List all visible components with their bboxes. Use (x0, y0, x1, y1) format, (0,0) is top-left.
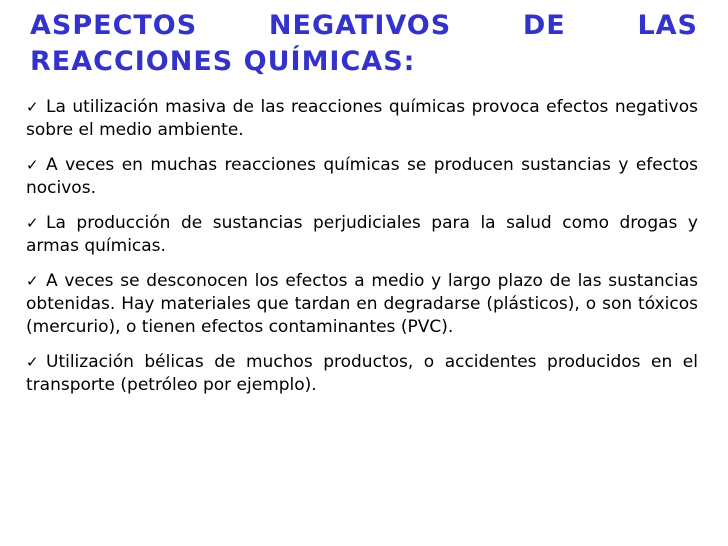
checkmark-icon: ✓ (26, 353, 39, 371)
list-item-text: La producción de sustancias perjudiciales para la salud como drogas y armas químicas. (26, 213, 698, 256)
list-item-text: A veces se desconocen los efectos a medio y largo plazo de las sustancias obtenidas. Hay materiales que tardan en degradarse (plásticos), o son tóxicos (mercurio), o tienen efectos contaminantes (PVC). (26, 271, 698, 337)
checkmark-icon: ✓ (26, 272, 39, 290)
list-item (26, 270, 698, 339)
title-word: LAS (637, 10, 698, 41)
list-item (26, 96, 698, 142)
list-item (26, 351, 698, 397)
list-item-text: Utilización bélicas de muchos productos, o accidentes producidos en el transporte (petróleo por ejemplo). (26, 352, 698, 395)
title-word: ASPECTOS (30, 10, 198, 41)
slide-title (30, 8, 698, 80)
list-item-text: La utilización masiva de las reacciones químicas provoca efectos negativos sobre el medio ambiente. (26, 97, 698, 140)
bullet-list (26, 96, 698, 409)
slide-title-line-2: REACCIONES QUÍMICAS: (30, 46, 416, 77)
list-item-text: A veces en muchas reacciones químicas se producen sustancias y efectos nocivos. (26, 155, 698, 198)
title-word: NEGATIVOS (268, 10, 452, 41)
list-item (26, 154, 698, 200)
list-item (26, 212, 698, 258)
checkmark-icon: ✓ (26, 98, 39, 116)
checkmark-icon: ✓ (26, 214, 39, 232)
checkmark-icon: ✓ (26, 156, 39, 174)
slide-title-line-1 (30, 8, 698, 44)
title-word: DE (522, 10, 566, 41)
